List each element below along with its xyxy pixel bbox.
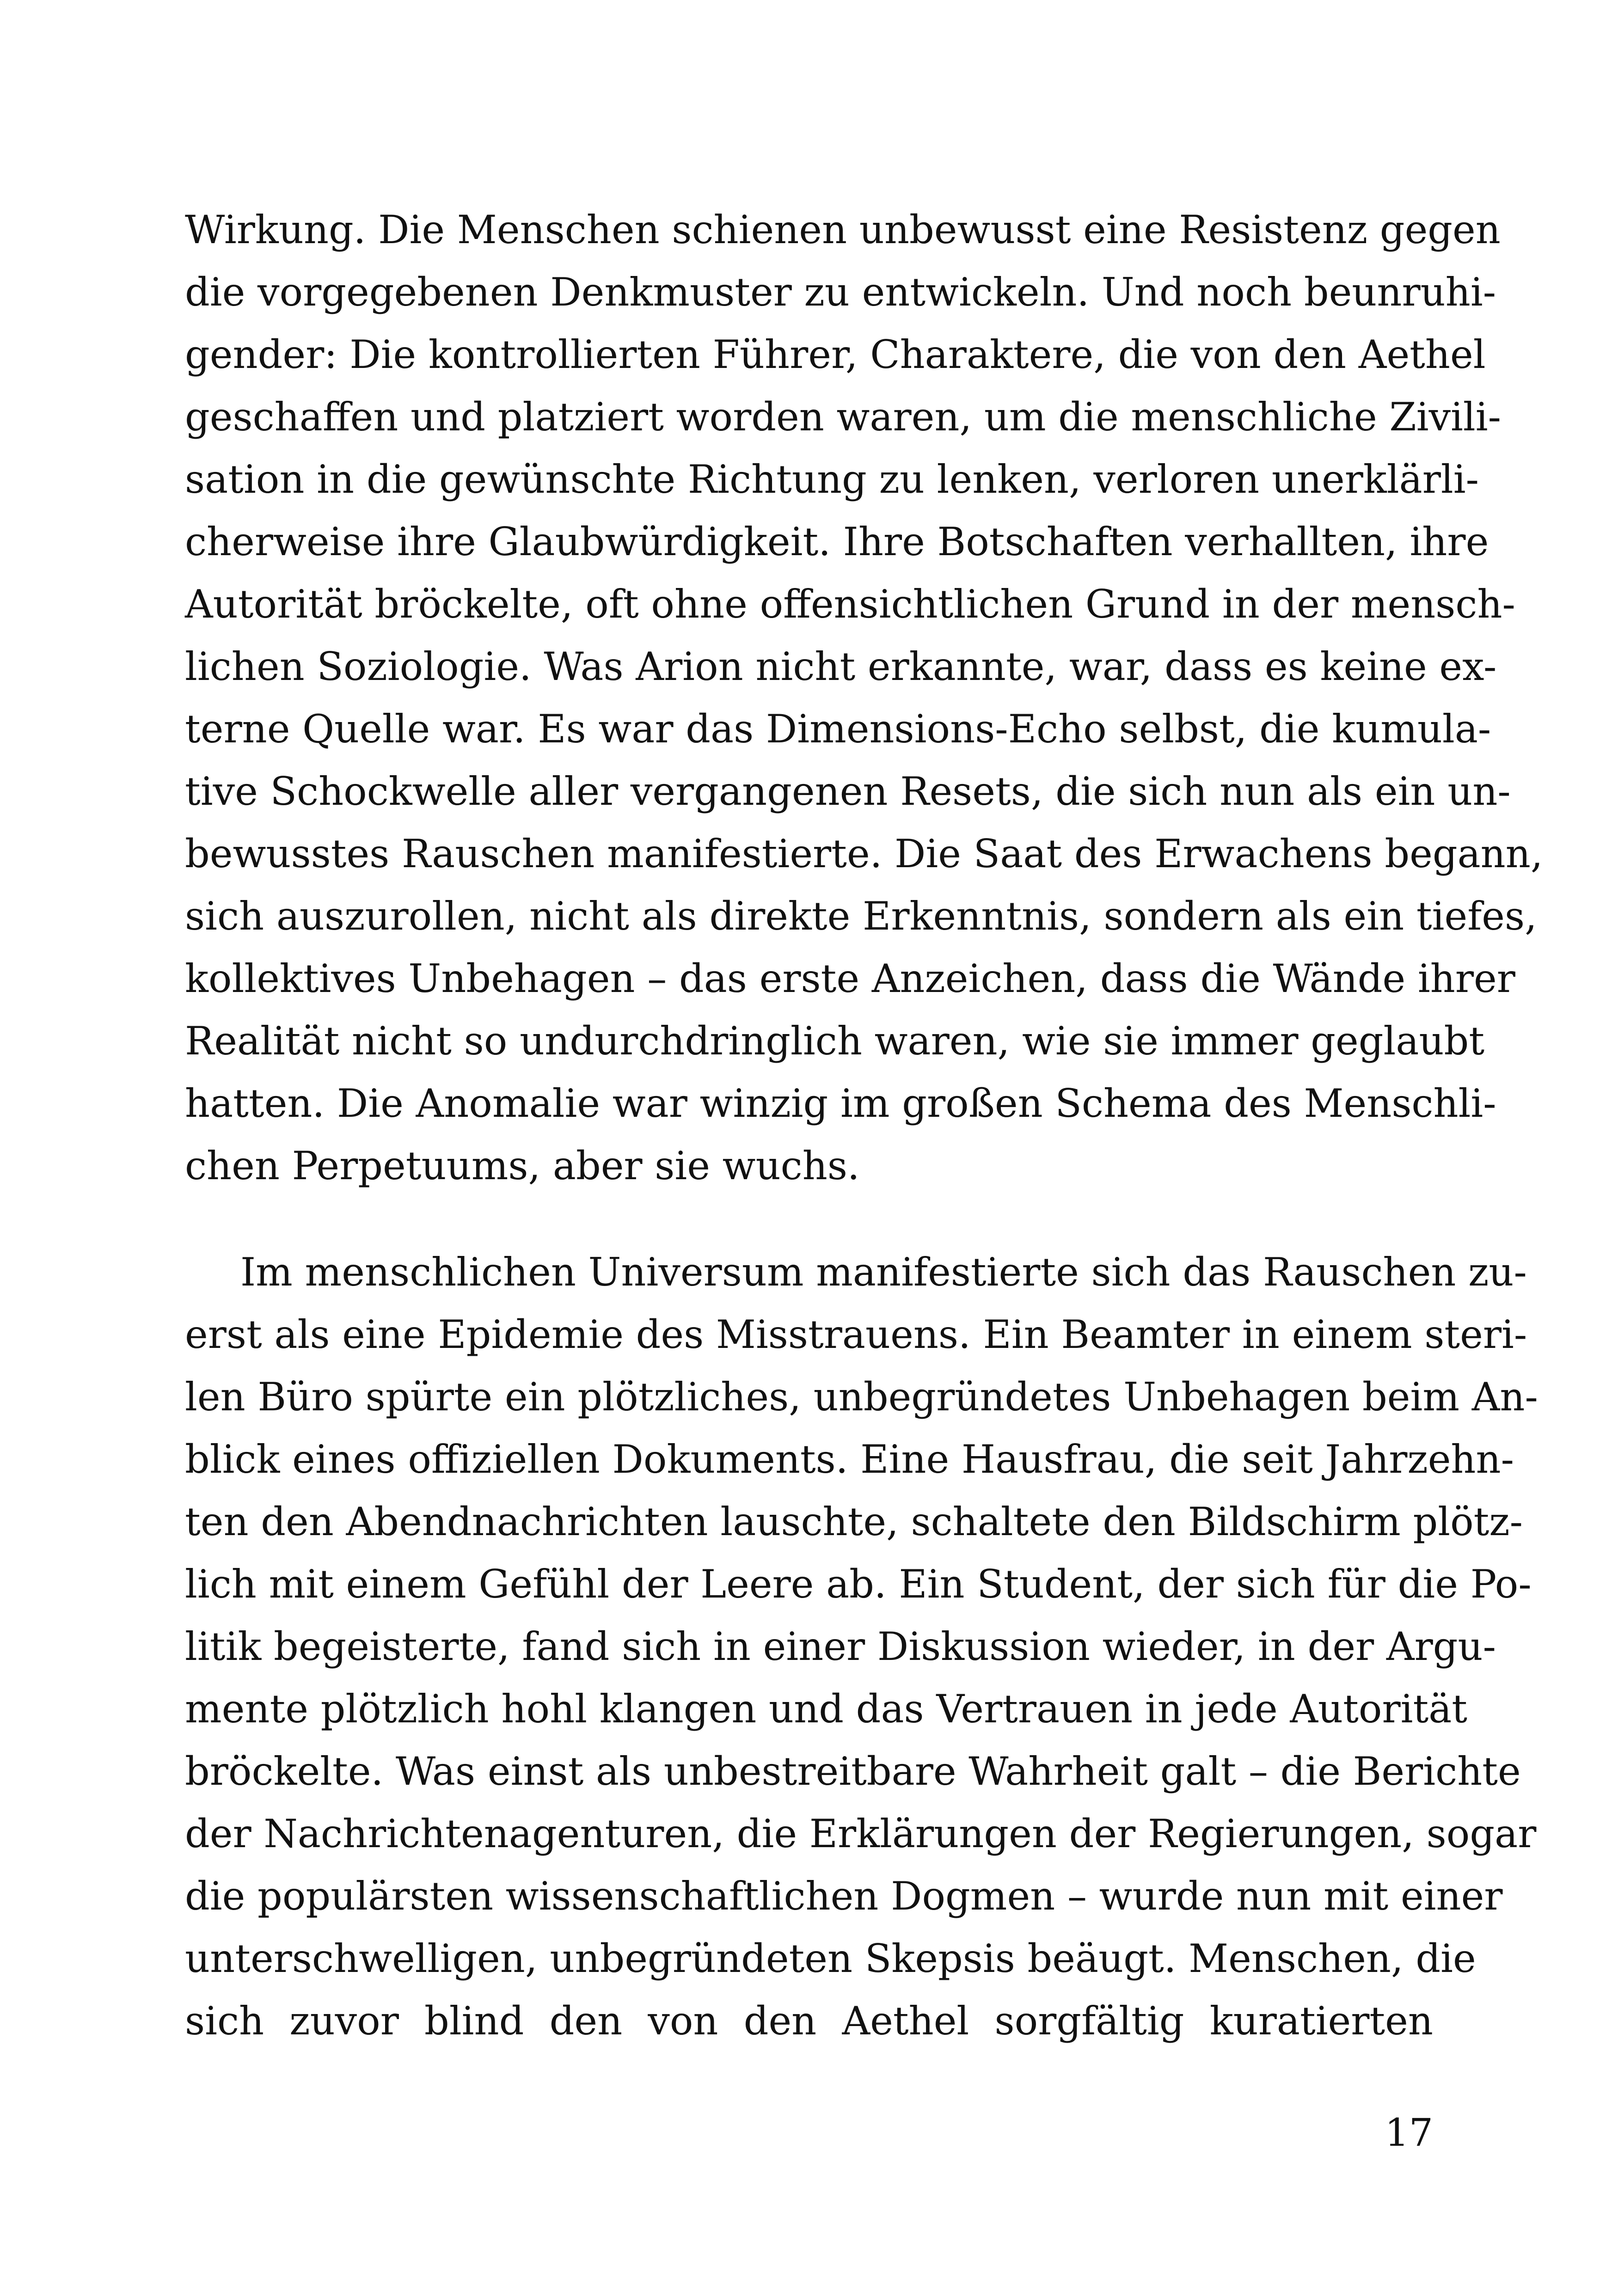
text-line: unterschwelligen, unbegründeten Skepsis beäugt. Menschen, die <box>185 1936 1476 1981</box>
text-line: litik begeisterte, fand sich in einer Diskussion wieder, in der Argu- <box>185 1624 1496 1669</box>
text-line: erst als eine Epidemie des Misstrauens. Ein Beamter in einem steri- <box>185 1312 1527 1357</box>
text-line: gender: Die kontrollierten Führer, Charaktere, die von den Aethel <box>185 332 1486 377</box>
text-line: Realität nicht so undurchdringlich waren, wie sie immer geglaubt <box>185 1018 1485 1064</box>
page-number: 17 <box>1385 2111 1433 2155</box>
text-line: lich mit einem Gefühl der Leere ab. Ein Student, der sich für die Po- <box>185 1561 1532 1607</box>
text-line: tive Schockwelle aller vergangenen Resets, die sich nun als ein un- <box>185 769 1511 814</box>
text-line: hatten. Die Anomalie war winzig im großen Schema des Menschli- <box>185 1081 1496 1126</box>
text-line: sich auszurollen, nicht als direkte Erkenntnis, sondern als ein tiefes, <box>185 894 1537 939</box>
text-line: cherweise ihre Glaubwürdigkeit. Ihre Botschaften verhallten, ihre <box>185 519 1489 564</box>
text-line: blick eines offiziellen Dokuments. Eine Hausfrau, die seit Jahrzehn- <box>185 1437 1514 1482</box>
text-line: bröckelte. Was einst als unbestreitbare Wahrheit galt – die Berichte <box>185 1749 1521 1794</box>
text-line: bewusstes Rauschen manifestierte. Die Saat des Erwachens begann, <box>185 831 1543 876</box>
text-line: geschaffen und platziert worden waren, um die menschliche Zivili- <box>185 394 1502 440</box>
text-line: Wirkung. Die Menschen schienen unbewusst eine Resistenz gegen <box>185 207 1501 252</box>
text-line: der Nachrichtenagenturen, die Erklärungen der Regierungen, sogar <box>185 1811 1537 1856</box>
text-line: terne Quelle war. Es war das Dimensions-Echo selbst, die kumula- <box>185 706 1491 752</box>
text-line: Im menschlichen Universum manifestierte sich das Rauschen zu- <box>240 1249 1527 1295</box>
text-line: Autorität bröckelte, oft ohne offensichtlichen Grund in der mensch- <box>185 582 1515 627</box>
text-line: chen Perpetuums, aber sie wuchs. <box>185 1143 860 1188</box>
text-line: len Büro spürte ein plötzliches, unbegründetes Unbehagen beim An- <box>185 1374 1538 1420</box>
book-page <box>185 199 1543 2186</box>
text-line: die vorgegebenen Denkmuster zu entwickeln. Und noch beunruhi- <box>185 269 1496 315</box>
text-line: mente plötzlich hohl klangen und das Vertrauen in jede Autorität <box>185 1686 1468 1732</box>
text-line: die populärsten wissenschaftlichen Dogmen – wurde nun mit einer <box>185 1874 1503 1919</box>
text-line: kollektives Unbehagen – das erste Anzeichen, dass die Wände ihrer <box>185 956 1515 1001</box>
text-line: ten den Abendnachrichten lauschte, schaltete den Bildschirm plötz- <box>185 1499 1523 1544</box>
text-line: sation in die gewünschte Richtung zu lenken, verloren unerklärli- <box>185 457 1479 502</box>
text-line: lichen Soziologie. Was Arion nicht erkannte, war, dass es keine ex- <box>185 644 1497 689</box>
text-line: sich zuvor blind den von den Aethel sorgfältig kuratierten <box>185 1998 1433 2044</box>
